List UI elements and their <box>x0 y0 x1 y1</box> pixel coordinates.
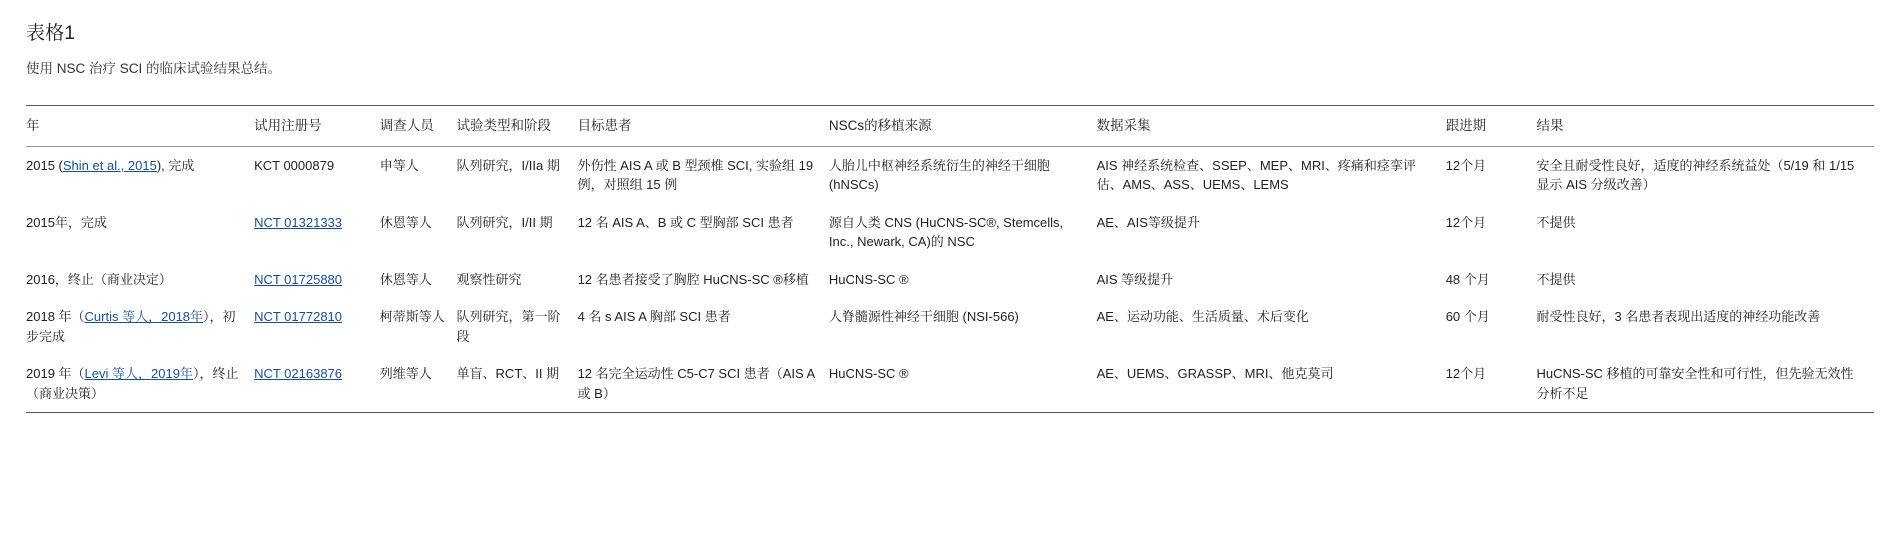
table-header <box>26 106 1874 147</box>
cell-investigator: 柯蒂斯等人 <box>379 309 445 325</box>
table-row <box>26 355 1874 413</box>
cell-target-patients: 12 名 AIS A、B 或 C 型胸部 SCI 患者 <box>577 214 794 230</box>
table-row <box>26 298 1874 355</box>
table-label: 表格1 <box>26 23 76 44</box>
cell-data-collection: AE、UEMS、GRASSP、MRI、他克莫司 <box>1097 355 1446 413</box>
cell-source: HuCNS-SC ® <box>829 355 1097 413</box>
column-header-results: 结果 <box>1536 106 1874 147</box>
column-header-target-patients: 目标患者 <box>578 106 829 147</box>
citation-link[interactable]: Shin et al., 2015 <box>62 157 157 173</box>
table-header-row <box>26 106 1874 147</box>
cell-followup: 12个月 <box>1445 214 1487 230</box>
cell-investigator: 休恩等人 <box>379 214 432 230</box>
cell-investigator: 列维等人 <box>380 355 457 413</box>
cell-results: HuCNS-SC 移植的可靠安全性和可行性，但先验无效性分析不足 <box>1536 355 1874 413</box>
cell-results: 安全且耐受性良好，适度的神经系统益处（5/19 和 1/15 显示 AIS 分级改善） <box>1536 157 1855 193</box>
cell-type-phase: 队列研究，第一阶段 <box>456 309 561 344</box>
cell-registration <box>254 298 380 355</box>
cell-registration <box>254 261 380 299</box>
table-row <box>26 146 1874 204</box>
table-row <box>26 261 1874 299</box>
cell-data-collection: AIS 神经系统检查、SSEP、MEP、MRI、疼痛和痉挛评估、AMS、ASS、UEMS、LEMS <box>1096 157 1416 193</box>
cell-year <box>26 204 254 261</box>
registration-link[interactable]: NCT 01321333 <box>254 214 343 230</box>
cell-source: 人脊髓源性神经干细胞 (NSI-566) <box>828 309 1019 325</box>
cell-results: 耐受性良好，3 名患者表现出适度的神经功能改善 <box>1536 309 1821 325</box>
year-prefix: 2016，终止（商业决定） <box>26 271 172 287</box>
column-header-type-phase: 试验类型和阶段 <box>457 106 578 147</box>
cell-type-phase: 队列研究，I/IIa 期 <box>456 157 560 173</box>
year-prefix: 2015 ( <box>26 157 63 173</box>
cell-followup: 60 个月 <box>1445 309 1490 325</box>
clinical-trials-table <box>26 105 1874 413</box>
year-suffix: ), 完成 <box>156 157 195 173</box>
year-suffix: ），终止（商业决策） <box>26 366 239 401</box>
cell-data-collection: AE、运动功能、生活质量、术后变化 <box>1096 309 1309 325</box>
cell-registration <box>254 355 380 413</box>
year-prefix: 2018 年（ <box>26 309 85 325</box>
cell-followup: 48 个月 <box>1445 271 1490 287</box>
year-suffix: ），初步完成 <box>26 309 236 344</box>
cell-data-collection: AE、AIS等级提升 <box>1096 214 1200 230</box>
cell-type-phase: 单盲、RCT、II 期 <box>457 355 578 413</box>
cell-results: 不提供 <box>1536 271 1576 287</box>
cell-year <box>26 298 254 355</box>
cell-data-collection: AIS 等级提升 <box>1096 271 1174 287</box>
cell-year <box>26 355 254 413</box>
year-prefix: 2015年，完成 <box>26 214 107 230</box>
cell-source: HuCNS-SC ® <box>828 271 909 287</box>
cell-registration: KCT 0000879 <box>254 157 335 173</box>
citation-link[interactable]: Curtis 等人，2018年 <box>84 309 204 325</box>
registration-link[interactable]: NCT 01725880 <box>254 271 343 287</box>
cell-target-patients: 外伤性 AIS A 或 B 型颈椎 SCI, 实验组 19 例，对照组 15 例 <box>577 157 814 193</box>
cell-year <box>26 146 254 204</box>
column-header-source: NSCs的移植来源 <box>829 106 1097 147</box>
table-body <box>26 146 1874 413</box>
cell-type-phase: 队列研究，I/II 期 <box>456 214 553 230</box>
column-header-registration: 试用注册号 <box>254 106 380 147</box>
cell-followup: 12个月 <box>1445 157 1487 173</box>
cell-investigator: 申等人 <box>379 157 419 173</box>
column-header-investigator: 调查人员 <box>380 106 457 147</box>
table-caption: 使用 NSC 治疗 SCI 的临床试验结果总结。 <box>26 61 282 76</box>
cell-year <box>26 261 254 299</box>
citation-link[interactable]: Levi 等人，2019年 <box>84 366 193 382</box>
year-prefix: 2019 年（ <box>26 366 85 382</box>
cell-target-patients: 12 名患者接受了胸腔 HuCNS-SC ®移植 <box>577 271 809 287</box>
cell-source: 人胎儿中枢神经系统衍生的神经干细胞 (hNSCs) <box>828 157 1050 193</box>
cell-source: 源自人类 CNS (HuCNS-SC®, Stemcells, Inc., Newark, CA)的 NSC <box>828 214 1064 250</box>
cell-registration <box>254 204 380 261</box>
column-header-year: 年 <box>26 106 254 147</box>
cell-type-phase: 观察性研究 <box>456 271 522 287</box>
registration-link[interactable]: NCT 01772810 <box>254 309 343 325</box>
column-header-data-collection: 数据采集 <box>1097 106 1446 147</box>
cell-investigator: 休恩等人 <box>379 271 432 287</box>
cell-target-patients: 12 名完全运动性 C5-C7 SCI 患者（AIS A 或 B） <box>578 355 829 413</box>
column-header-followup: 跟进期 <box>1446 106 1537 147</box>
cell-results: 不提供 <box>1536 214 1576 230</box>
registration-link[interactable]: NCT 02163876 <box>254 366 343 382</box>
cell-followup: 12个月 <box>1446 355 1537 413</box>
cell-target-patients: 4 名 s AIS A 胸部 SCI 患者 <box>577 309 731 325</box>
table-row <box>26 204 1874 261</box>
